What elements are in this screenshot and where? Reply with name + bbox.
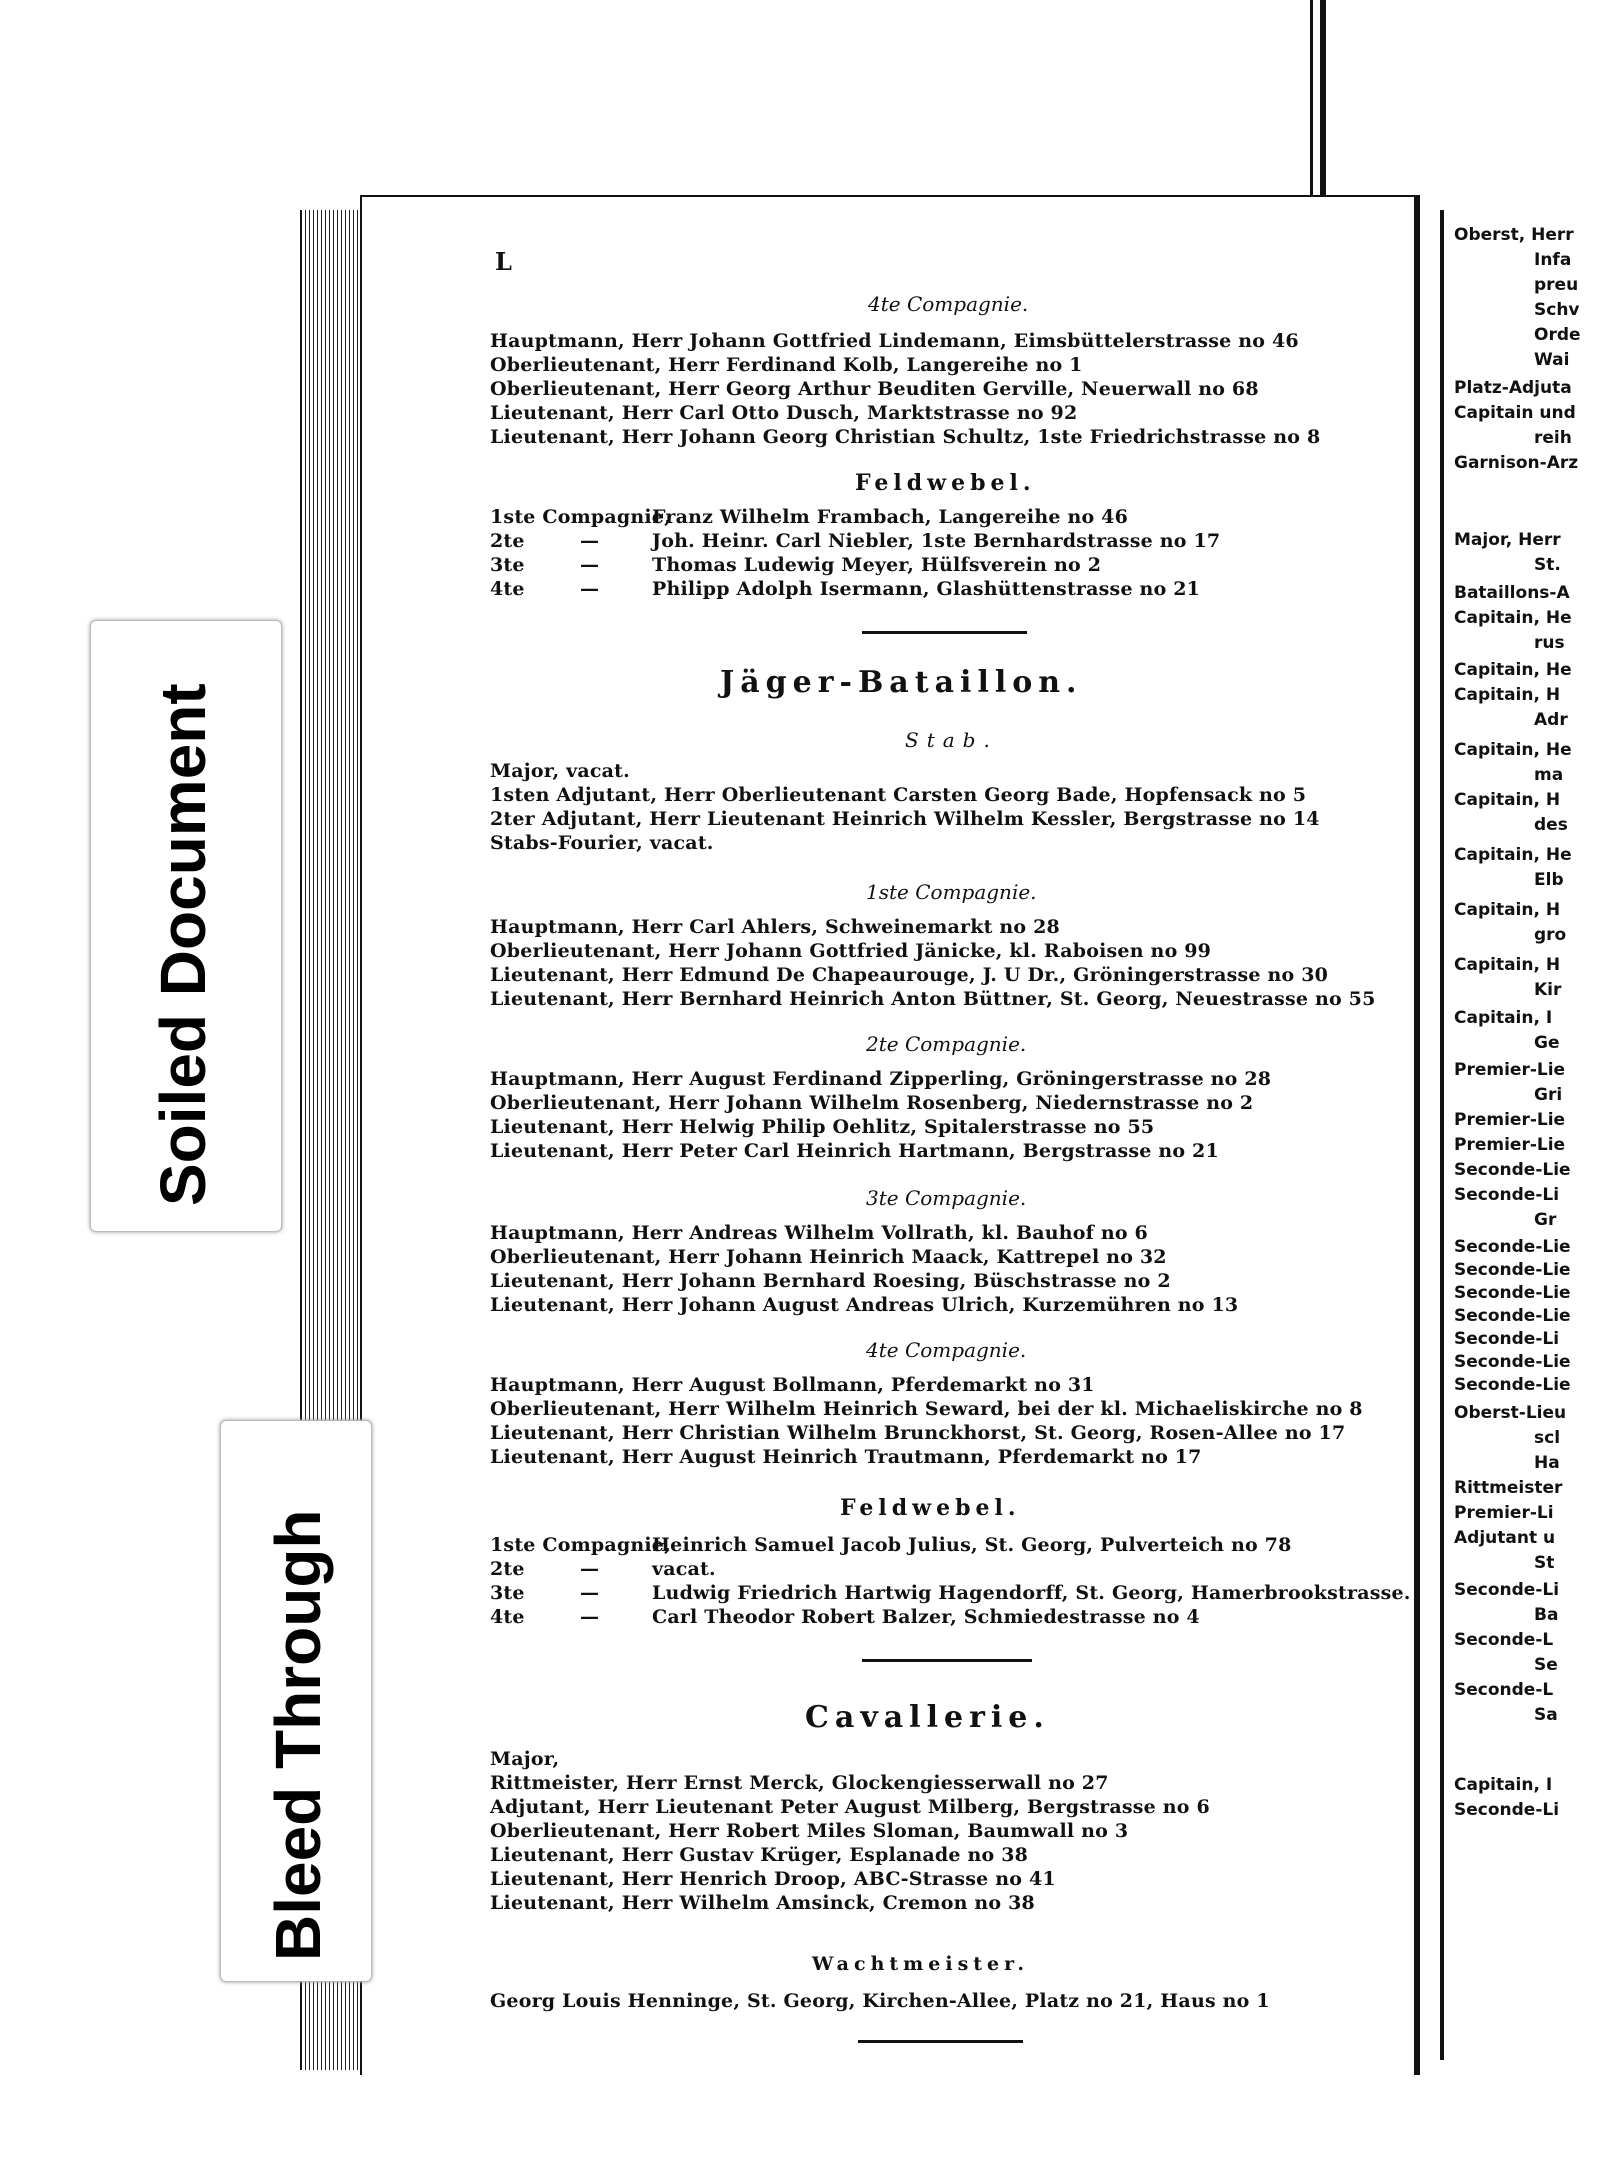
- roster-line: Major, vacat.: [490, 760, 630, 782]
- right-page-line: Capitain, He: [1454, 740, 1572, 760]
- right-page-line: Oberst, Herr: [1454, 225, 1574, 245]
- soiled-document-label: [90, 620, 282, 1232]
- roster-line: Oberlieutenant, Herr Johann Heinrich Maack, Kattrepel no 32: [490, 1246, 1167, 1268]
- previous-page-edge: [360, 0, 1313, 195]
- page-mark: L: [495, 247, 512, 276]
- roster-line: Lieutenant, Herr Carl Otto Dusch, Marktstrasse no 92: [490, 402, 1078, 424]
- right-page-line: Capitain, H: [1454, 955, 1561, 975]
- divider-rule: [862, 631, 1027, 634]
- roster-line: Georg Louis Henninge, St. Georg, Kirchen-Allee, Platz no 21, Haus no 1: [490, 1990, 1270, 2012]
- right-page-line: Seconde-Li: [1454, 1329, 1560, 1349]
- roster-line: Rittmeister, Herr Ernst Merck, Glockengiesserwall no 27: [490, 1772, 1109, 1794]
- right-page-line: preu: [1534, 275, 1579, 295]
- feldwebel-row: 1ste Compagnie,Heinrich Samuel Jacob Julius, St. Georg, Pulverteich no 78: [490, 1534, 1292, 1556]
- roster-line: Adjutant, Herr Lieutenant Peter August Milberg, Bergstrasse no 6: [490, 1796, 1210, 1818]
- right-page-line: Seconde-Lie: [1454, 1260, 1571, 1280]
- roster-line: Stabs-Fourier, vacat.: [490, 832, 714, 854]
- right-page-line: Capitain, He: [1454, 660, 1572, 680]
- right-page-line: Kir: [1534, 980, 1562, 1000]
- right-page-line: Platz-Adjuta: [1454, 378, 1572, 398]
- roster-line: Lieutenant, Herr Wilhelm Amsinck, Cremon no 38: [490, 1892, 1035, 1914]
- right-page-line: Seconde-Li: [1454, 1800, 1560, 1820]
- right-page-line: rus: [1534, 633, 1565, 653]
- page-divider: [1320, 0, 1326, 210]
- right-page: [1440, 210, 1600, 2060]
- right-page-line: Capitain, H: [1454, 790, 1561, 810]
- roster-line: Lieutenant, Herr Henrich Droop, ABC-Strasse no 41: [490, 1868, 1056, 1890]
- roster-line: Lieutenant, Herr Johann Georg Christian Schultz, 1ste Friedrichstrasse no 8: [490, 426, 1321, 448]
- bleed-through-text: Bleed Through: [262, 1509, 334, 1961]
- roster-line: 1sten Adjutant, Herr Oberlieutenant Carsten Georg Bade, Hopfensack no 5: [490, 784, 1307, 806]
- feldwebel-row: 2te — Joh. Heinr. Carl Niebler, 1ste Bernhardstrasse no 17: [490, 530, 1221, 552]
- right-page-line: Se: [1534, 1655, 1558, 1675]
- roster-line: Lieutenant, Herr Edmund De Chapeaurouge, J. U Dr., Gröningerstrasse no 30: [490, 964, 1329, 986]
- right-page-line: des: [1534, 815, 1568, 835]
- roster-line: Oberlieutenant, Herr Wilhelm Heinrich Seward, bei der kl. Michaeliskirche no 8: [490, 1398, 1363, 1420]
- right-page-line: Capitain, I: [1454, 1775, 1553, 1795]
- divider-rule: [858, 2040, 1023, 2043]
- bleed-through-label: [220, 1420, 372, 1982]
- right-page-line: Seconde-L: [1454, 1630, 1554, 1650]
- right-page-line: Garnison-Arz: [1454, 453, 1579, 473]
- section-heading: 4te Compagnie.: [868, 292, 1029, 316]
- roster-line: Lieutenant, Herr Helwig Philip Oehlitz, Spitalerstrasse no 55: [490, 1116, 1155, 1138]
- right-page-line: Schv: [1534, 300, 1580, 320]
- right-page-line: Rittmeister: [1454, 1478, 1563, 1498]
- feldwebel-row: 4te — Philipp Adolph Isermann, Glashüttenstrasse no 21: [490, 578, 1201, 600]
- feldwebel-row: 3te — Thomas Ludewig Meyer, Hülfsverein no 2: [490, 554, 1102, 576]
- right-page-line: Premier-Lie: [1454, 1060, 1566, 1080]
- right-page-line: Seconde-Lie: [1454, 1160, 1571, 1180]
- right-page-line: Seconde-L: [1454, 1680, 1554, 1700]
- right-page-line: Capitain, He: [1454, 608, 1572, 628]
- roster-line: Oberlieutenant, Herr Ferdinand Kolb, Langereihe no 1: [490, 354, 1083, 376]
- right-page-line: Seconde-Li: [1454, 1185, 1560, 1205]
- right-page-line: Capitain, H: [1454, 685, 1561, 705]
- right-page-line: Major, Herr: [1454, 530, 1561, 550]
- right-page-line: Ha: [1534, 1453, 1560, 1473]
- right-page-line: Gr: [1534, 1210, 1557, 1230]
- jaeger-title: Jäger-Bataillon.: [720, 665, 1083, 700]
- right-page-line: Oberst-Lieu: [1454, 1403, 1567, 1423]
- roster-line: Lieutenant, Herr Christian Wilhelm Brunckhorst, St. Georg, Rosen-Allee no 17: [490, 1422, 1346, 1444]
- roster-line: Hauptmann, Herr Carl Ahlers, Schweinemarkt no 28: [490, 916, 1060, 938]
- right-page-line: Seconde-Lie: [1454, 1306, 1571, 1326]
- right-page-line: Wai: [1534, 350, 1570, 370]
- wachtmeister-heading: Wachtmeister.: [812, 1953, 1030, 1975]
- right-page-line: Seconde-Lie: [1454, 1283, 1571, 1303]
- roster-line: Hauptmann, Herr Andreas Wilhelm Vollrath, kl. Bauhof no 6: [490, 1222, 1148, 1244]
- roster-line: Hauptmann, Herr Johann Gottfried Lindemann, Eimsbüttelerstrasse no 46: [490, 330, 1299, 352]
- soiled-document-text: Soiled Document: [147, 683, 219, 1206]
- right-page-line: Gri: [1534, 1085, 1563, 1105]
- roster-line: Lieutenant, Herr Johann Bernhard Roesing, Büschstrasse no 2: [490, 1270, 1171, 1292]
- right-page-line: Sa: [1534, 1705, 1558, 1725]
- roster-line: Lieutenant, Herr Bernhard Heinrich Anton Büttner, St. Georg, Neuestrasse no 55: [490, 988, 1376, 1010]
- right-page-line: reih: [1534, 428, 1572, 448]
- right-page-line: St.: [1534, 555, 1561, 575]
- roster-line: Lieutenant, Herr August Heinrich Trautmann, Pferdemarkt no 17: [490, 1446, 1202, 1468]
- right-page-line: Capitain, I: [1454, 1008, 1553, 1028]
- section-heading: 3te Compagnie.: [866, 1186, 1027, 1210]
- right-page-line: Seconde-Li: [1454, 1580, 1560, 1600]
- roster-line: 2ter Adjutant, Herr Lieutenant Heinrich Wilhelm Kessler, Bergstrasse no 14: [490, 808, 1320, 830]
- roster-line: Oberlieutenant, Herr Johann Gottfried Jänicke, kl. Raboisen no 99: [490, 940, 1212, 962]
- roster-line: Major,: [490, 1748, 560, 1770]
- section-heading: 4te Compagnie.: [866, 1338, 1027, 1362]
- feldwebel-heading: Feldwebel.: [855, 470, 1036, 496]
- right-page-line: scl: [1534, 1428, 1561, 1448]
- feldwebel-row: 3te — Ludwig Friedrich Hartwig Hagendorff, St. Georg, Hamerbrookstrasse.: [490, 1582, 1411, 1604]
- stab-heading: Stab.: [905, 728, 998, 752]
- right-page-line: Premier-Lie: [1454, 1110, 1566, 1130]
- roster-line: Oberlieutenant, Herr Robert Miles Sloman, Baumwall no 3: [490, 1820, 1129, 1842]
- right-page-line: Ba: [1534, 1605, 1559, 1625]
- right-page-line: Capitain und: [1454, 403, 1576, 423]
- feldwebel-row: 4te — Carl Theodor Robert Balzer, Schmiedestrasse no 4: [490, 1606, 1200, 1628]
- feldwebel-row: 2te — vacat.: [490, 1558, 716, 1580]
- right-page-line: Seconde-Lie: [1454, 1352, 1571, 1372]
- roster-line: Hauptmann, Herr August Ferdinand Zipperling, Gröningerstrasse no 28: [490, 1068, 1272, 1090]
- right-page-line: Bataillons-A: [1454, 583, 1570, 603]
- divider-rule: [862, 1659, 1032, 1662]
- right-page-line: Elb: [1534, 870, 1564, 890]
- right-page-line: Infa: [1534, 250, 1572, 270]
- right-page-line: Capitain, He: [1454, 845, 1572, 865]
- section-heading: 1ste Compagnie.: [866, 880, 1037, 904]
- right-page-line: St: [1534, 1553, 1555, 1573]
- roster-line: Oberlieutenant, Herr Georg Arthur Beuditen Gerville, Neuerwall no 68: [490, 378, 1259, 400]
- feldwebel-heading: Feldwebel.: [840, 1495, 1021, 1521]
- right-page-line: Seconde-Lie: [1454, 1375, 1571, 1395]
- right-page-line: Ge: [1534, 1033, 1560, 1053]
- cavallerie-title: Cavallerie.: [805, 1700, 1050, 1735]
- right-page-line: Adr: [1534, 710, 1568, 730]
- right-page-line: Premier-Li: [1454, 1503, 1554, 1523]
- right-page-line: Orde: [1534, 325, 1581, 345]
- roster-line: Lieutenant, Herr Johann August Andreas Ulrich, Kurzemühren no 13: [490, 1294, 1239, 1316]
- roster-line: Oberlieutenant, Herr Johann Wilhelm Rosenberg, Niedernstrasse no 2: [490, 1092, 1254, 1114]
- right-page-line: Premier-Lie: [1454, 1135, 1566, 1155]
- roster-line: Hauptmann, Herr August Bollmann, Pferdemarkt no 31: [490, 1374, 1095, 1396]
- right-page-line: ma: [1534, 765, 1564, 785]
- section-heading: 2te Compagnie.: [866, 1032, 1027, 1056]
- roster-line: Lieutenant, Herr Peter Carl Heinrich Hartmann, Bergstrasse no 21: [490, 1140, 1219, 1162]
- right-page-line: Seconde-Lie: [1454, 1237, 1571, 1257]
- right-page-line: Capitain, H: [1454, 900, 1561, 920]
- roster-line: Lieutenant, Herr Gustav Krüger, Esplanade no 38: [490, 1844, 1029, 1866]
- right-page-line: Adjutant u: [1454, 1528, 1556, 1548]
- feldwebel-row: 1ste Compagnie,Franz Wilhelm Frambach, Langereihe no 46: [490, 506, 1128, 528]
- right-page-line: gro: [1534, 925, 1567, 945]
